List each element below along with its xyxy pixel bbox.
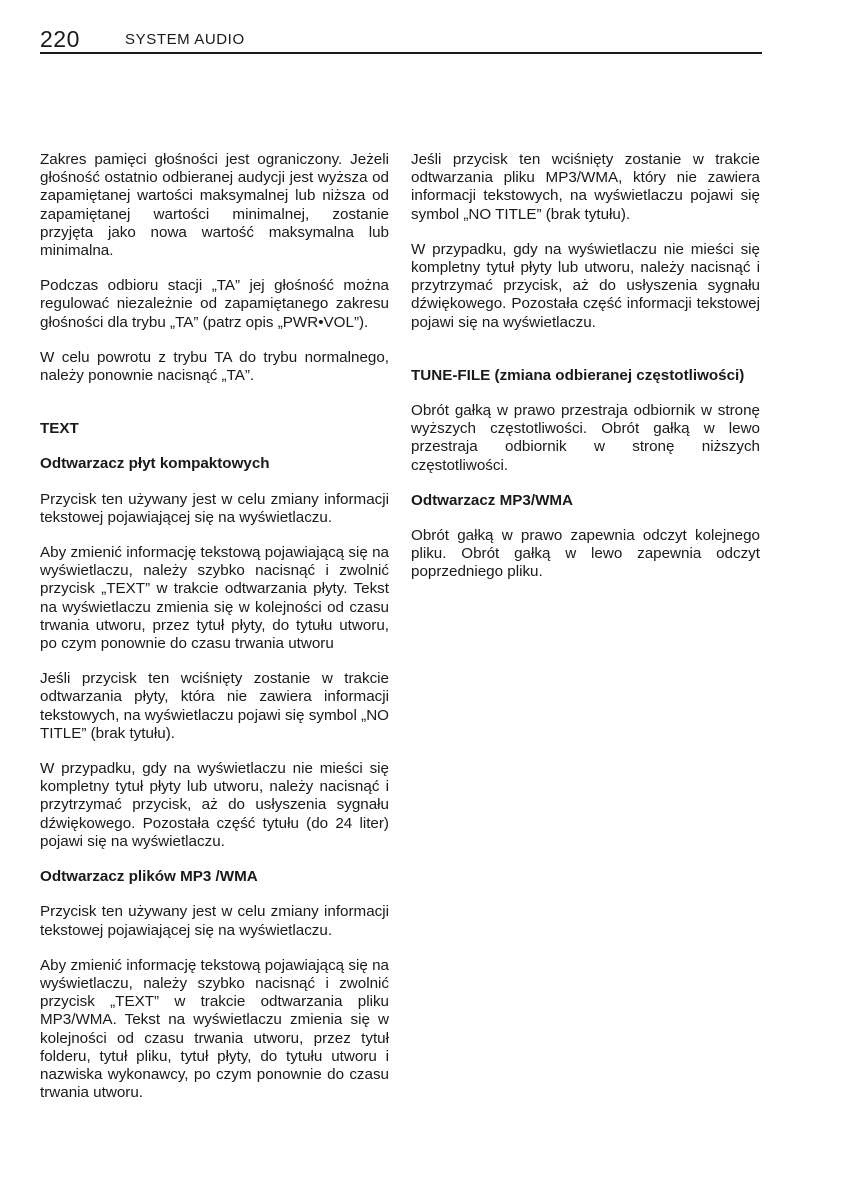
section-title: SYSTEM AUDIO bbox=[125, 31, 245, 48]
paragraph-cd-long-title: W przypadku, gdy na wyświetlaczu nie mieści się kompletny tytuł płyty lub utworu, należy nacisnąć i przytrzymać przycisk, aż do usłyszenia sygnału dźwiękowego. Pozostała część tytułu (do 24 liter) pojawi się na wyświetlaczu. bbox=[40, 760, 389, 850]
paragraph-mp3-no-title: Jeśli przycisk ten wciśnięty zostanie w trakcie odtwarzania pliku MP3/WMA, który nie zawiera informacji tekstowych, na wyświetlaczu pojawi się symbol „NO TITLE” (brak tytułu). bbox=[411, 151, 760, 223]
heading-tune-file: TUNE-FILE (zmiana odbieranej częstotliwości) bbox=[411, 366, 745, 384]
paragraph-ta-volume: Podczas odbioru stacji „TA” jej głośność można regulować niezależnie od zapamiętanego zakresu głośności dla trybu „TA” (patrz opis „PWR•VOL”). bbox=[40, 277, 389, 331]
heading-mp3-player: Odtwarzacz plików MP3 /WMA bbox=[40, 868, 258, 886]
left-column bbox=[40, 151, 389, 1119]
paragraph-cd-text-button: Przycisk ten używany jest w celu zmiany informacji tekstowej pojawiającej się na wyświetlaczu. bbox=[40, 490, 389, 526]
page-number: 220 bbox=[40, 26, 80, 52]
paragraph-ta-return: W celu powrotu z trybu TA do trybu normalnego, należy ponownie nacisnąć „TA”. bbox=[40, 348, 389, 385]
page-header bbox=[40, 26, 762, 54]
paragraph-volume-memory: Zakres pamięci głośności jest ograniczony. Jeżeli głośność ostatnio odbieranej audycji jest wyższa od zapamiętanej wartości maksymalnej lub niższa od zapamiętanej wartości minimalnej, zostanie przyjęta jako nowa wartość maksymalna lub minimalna. bbox=[40, 151, 389, 260]
paragraph-mp3-knob: Obrót gałką w prawo zapewnia odczyt kolejnego pliku. Obrót gałką w lewo zapewnia odczyt poprzedniego pliku. bbox=[411, 527, 760, 581]
right-column bbox=[411, 151, 760, 599]
heading-text: TEXT bbox=[40, 420, 79, 438]
paragraph-mp3-change-info: Aby zmienić informację tekstową pojawiającą się na wyświetlaczu, należy szybko nacisnąć i zwolnić przycisk „TEXT” w trakcie odtwarzania pliku MP3/WMA. Tekst na wyświetlaczu zmienia się w kolejności od czasu trwania utworu, przez tytuł folderu, tytuł pliku, tytuł płyty, do tytułu utworu i nazwiska wykonawcy, po czym ponownie do czasu trwania utworu. bbox=[40, 956, 389, 1102]
paragraph-cd-change-info: Aby zmienić informację tekstową pojawiającą się na wyświetlaczu, należy szybko nacisnąć i zwolnić przycisk „TEXT” w trakcie odtwarzania płyty. Tekst na wyświetlaczu zmienia się w kolejności od czasu trwania utworu, przez tytuł płyty, do tytułu utworu, po czym ponownie do czasu trwania utworu bbox=[40, 544, 389, 653]
paragraph-mp3-text-button: Przycisk ten używany jest w celu zmiany informacji tekstowej pojawiającej się na wyświetlaczu. bbox=[40, 903, 389, 939]
paragraph-cd-no-title: Jeśli przycisk ten wciśnięty zostanie w trakcie odtwarzania płyty, która nie zawiera informacji tekstowych, na wyświetlaczu pojawi się symbol „NO TITLE” (brak tytułu). bbox=[40, 670, 389, 742]
paragraph-tune-description: Obrót gałką w prawo przestraja odbiornik w stronę wyższych częstotliwości. Obrót gałką w lewo przestraja odbiornik w stronę niższych częstotliwości. bbox=[411, 402, 760, 474]
paragraph-mp3-long-title: W przypadku, gdy na wyświetlaczu nie mieści się kompletny tytuł płyty lub utworu, należy nacisnąć i przytrzymać przycisk, aż do usłyszenia sygnału dźwiękowego. Pozostała część informacji tekstowej pojawi się na wyświetlaczu. bbox=[411, 240, 760, 331]
heading-cd-player: Odtwarzacz płyt kompaktowych bbox=[40, 455, 270, 473]
heading-mp3-wma: Odtwarzacz MP3/WMA bbox=[411, 491, 574, 509]
